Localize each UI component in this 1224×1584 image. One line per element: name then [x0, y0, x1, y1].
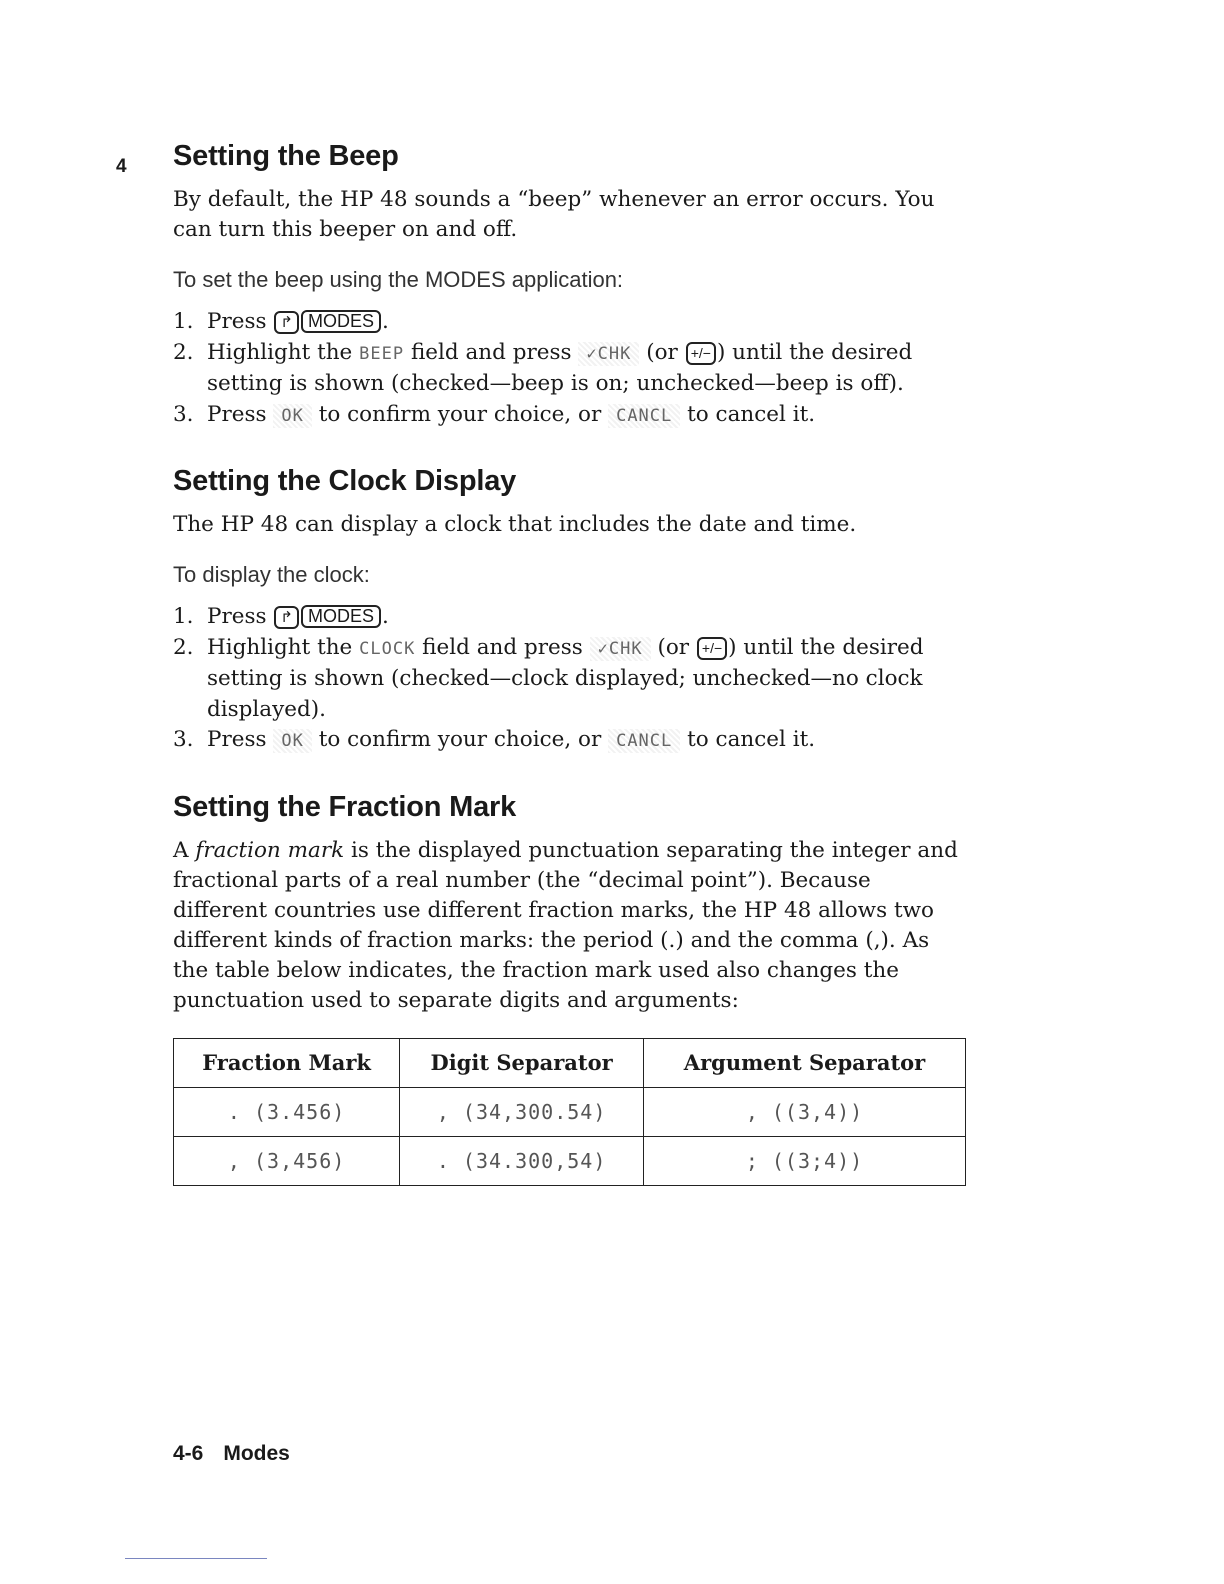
plus-minus-key: +/−: [697, 637, 727, 660]
table-cell: , (3,456): [174, 1136, 400, 1185]
table-header-row: [174, 1038, 966, 1087]
table-cell: , ((3,4)): [644, 1087, 966, 1136]
fraction-term: fraction mark: [195, 837, 345, 863]
beep-steps: [173, 307, 973, 431]
plus-minus-key: +/−: [686, 342, 716, 365]
table-cell: . (34.300,54): [400, 1136, 644, 1185]
section-title-fraction: Setting the Fraction Mark: [173, 790, 517, 823]
clock-field-label: CLOCK: [359, 638, 416, 659]
beep-step-1: 1. Press ↱ MODES .: [173, 309, 389, 334]
beep-intro: By default, the HP 48 sounds a “beep” whenever an error occurs. You can turn this beeper on and off.: [173, 187, 935, 242]
right-shift-key-icon: ↱: [274, 606, 299, 629]
chapter-tab: 4: [116, 156, 127, 177]
table-header: Argument Separator: [644, 1038, 966, 1087]
beep-subheading: To set the beep using the MODES application:: [173, 267, 624, 292]
modes-key: MODES: [301, 605, 381, 628]
beep-step-3: 3. Press OK to confirm your choice, or CANCL to cancel it.: [173, 401, 816, 427]
section-clock: [173, 465, 973, 757]
page-content: [173, 140, 973, 1186]
clock-step-2: 2. Highlight the CLOCK field and press ✓CHK (or +/− ) until the desired setting is shown (checked—clock displayed; unchecked—no clock displayed).: [173, 634, 924, 722]
section-title-beep: Setting the Beep: [173, 140, 399, 172]
fraction-intro: A fraction mark is the displayed punctuation separating the integer and fractional parts of a real number (the “decimal point”). Because different countries use different fraction marks, the HP 48 allows two different kinds of fraction marks: the period (.) and the comma (,). As the table below indicates, the fraction mark used also changes the punctuation used to separate digits and arguments:: [173, 837, 958, 1013]
table-header: Fraction Mark: [174, 1038, 400, 1087]
chk-menu-key: ✓CHK: [590, 637, 651, 661]
chk-menu-key: ✓CHK: [578, 342, 639, 366]
beep-step-2: 2. Highlight the BEEP field and press ✓CHK (or +/− ) until the desired setting is shown (checked—beep is on; unchecked—beep is off).: [173, 339, 913, 396]
table-row: [174, 1087, 966, 1136]
clock-steps: [173, 602, 973, 757]
ok-menu-key: OK: [273, 404, 311, 428]
section-beep: [173, 140, 973, 431]
page-number: 4-6: [173, 1442, 204, 1465]
clock-step-1: 1. Press ↱ MODES .: [173, 604, 389, 629]
footer-divider: [125, 1558, 267, 1559]
page-footer: [173, 1442, 290, 1466]
section-fraction-mark: [173, 791, 973, 1186]
cancel-menu-key: CANCL: [608, 404, 680, 428]
beep-field-label: BEEP: [359, 343, 405, 364]
clock-intro: The HP 48 can display a clock that includes the date and time.: [173, 512, 857, 537]
section-title-clock: Setting the Clock Display: [173, 465, 517, 497]
right-shift-key-icon: ↱: [274, 311, 299, 334]
cancel-menu-key: CANCL: [608, 729, 680, 753]
modes-key: MODES: [301, 310, 381, 333]
table-cell: ; ((3;4)): [644, 1136, 966, 1185]
fraction-mark-table: [173, 1038, 966, 1186]
clock-subheading: To display the clock:: [173, 562, 370, 587]
table-cell: . (3.456): [174, 1087, 400, 1136]
ok-menu-key: OK: [273, 729, 311, 753]
footer-section-name: Modes: [223, 1442, 290, 1465]
table-header: Digit Separator: [400, 1038, 644, 1087]
table-cell: , (34,300.54): [400, 1087, 644, 1136]
clock-step-3: 3. Press OK to confirm your choice, or CANCL to cancel it.: [173, 727, 816, 752]
table-row: [174, 1136, 966, 1185]
